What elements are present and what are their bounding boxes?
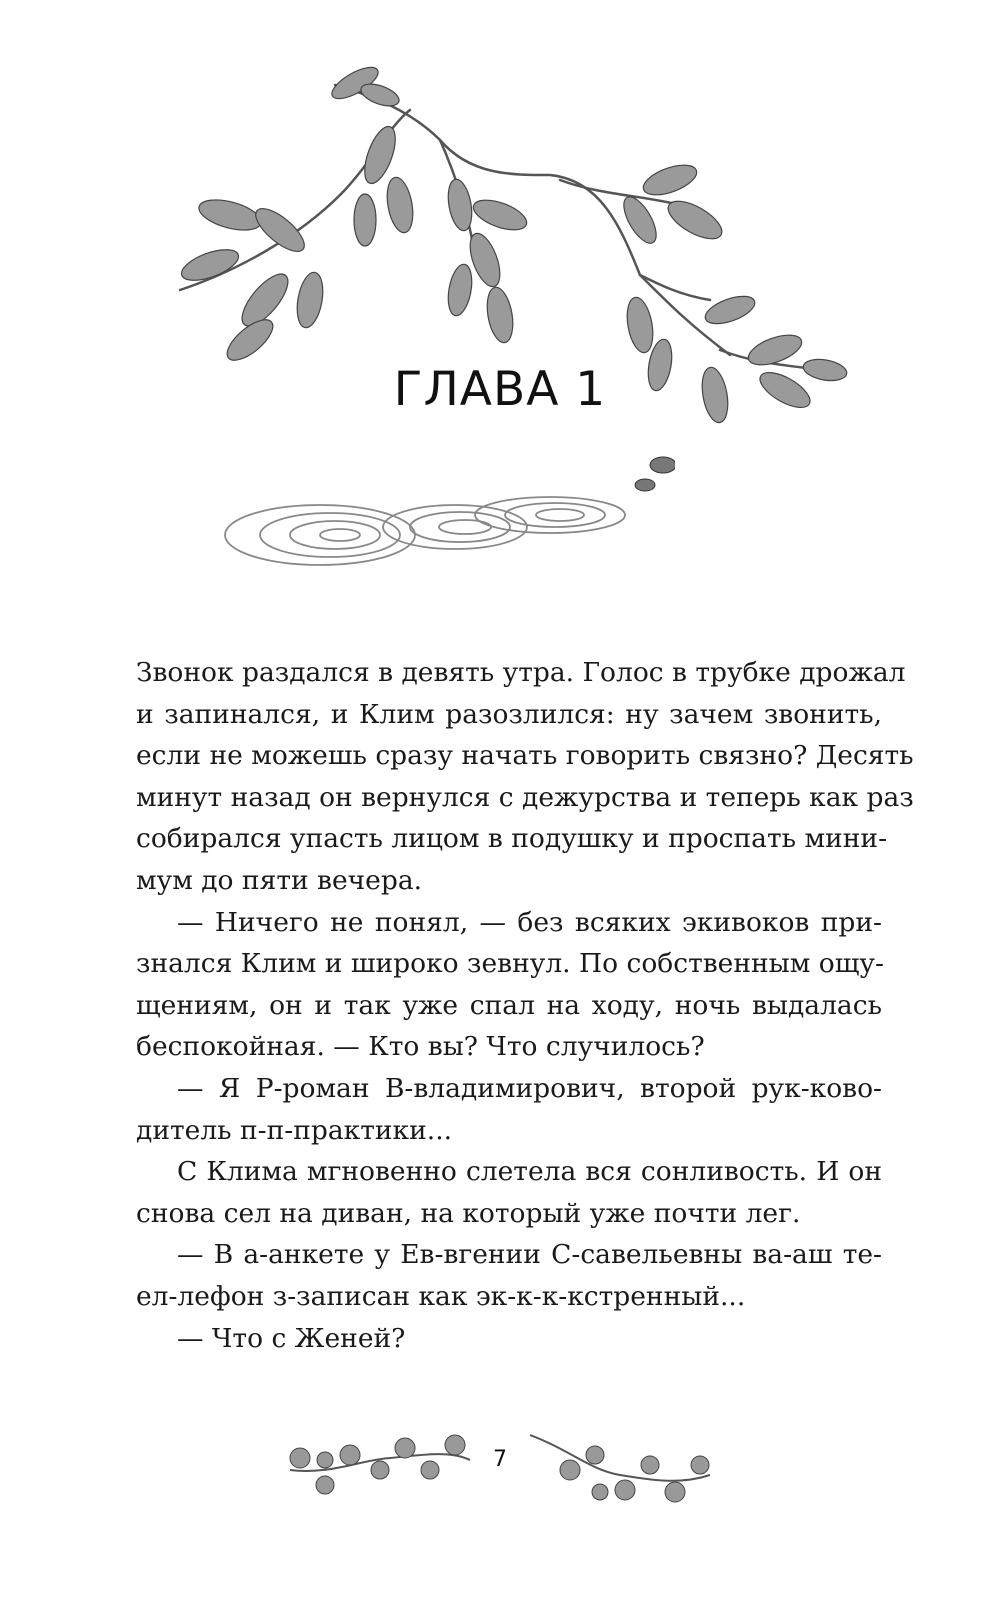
text-line: минут назад он вернулся с дежурства и теперь как раз (136, 781, 914, 813)
text-line: дитель п-п-практики... (136, 1114, 453, 1146)
water-ripples-with-pebbles (215, 455, 675, 575)
text-line: С Клима мгновенно слетела вся сонливость. И он (177, 1156, 882, 1188)
text-line: Звонок раздался в девять утра. Голос в трубке дрожал (136, 657, 906, 688)
text-line: — Ничего не понял, — без всяких экивоков при- (177, 906, 882, 938)
text-line: снова сел на диван, на который уже почти лег. (136, 1197, 801, 1229)
chapter-title: ГЛАВА 1 (393, 362, 607, 417)
chapter-body-text (136, 652, 914, 1359)
leaf-vine-ornament (280, 1430, 720, 1520)
text-line: — Я Р-роман В-владимирович, второй рук-ково- (177, 1072, 882, 1104)
text-line: ел-лефон з-записан как эк-к-к-кстренный... (136, 1280, 746, 1312)
text-line: мум до пяти вечера. (136, 864, 423, 896)
text-line: и запинался, и Клим разозлился: ну зачем звонить, (136, 698, 882, 730)
text-line: щениям, он и так уже спал на ходу, ночь выдалась (136, 989, 882, 1021)
text-line: — Что с Женей? (177, 1322, 406, 1354)
page-number: 7 (493, 1447, 507, 1472)
text-line: собирался упасть лицом в подушку и проспать мини- (136, 823, 888, 855)
text-line: беспокойная. — Кто вы? Что случилось? (136, 1031, 705, 1063)
text-line: знался Клим и широко зевнул. По собственным ощу- (136, 948, 884, 980)
text-line: если не можешь сразу начать говорить связно? Десять (136, 740, 914, 772)
text-line: — В а-анкете у Ев-вгении С-савельевны ва-аш те- (177, 1239, 882, 1271)
